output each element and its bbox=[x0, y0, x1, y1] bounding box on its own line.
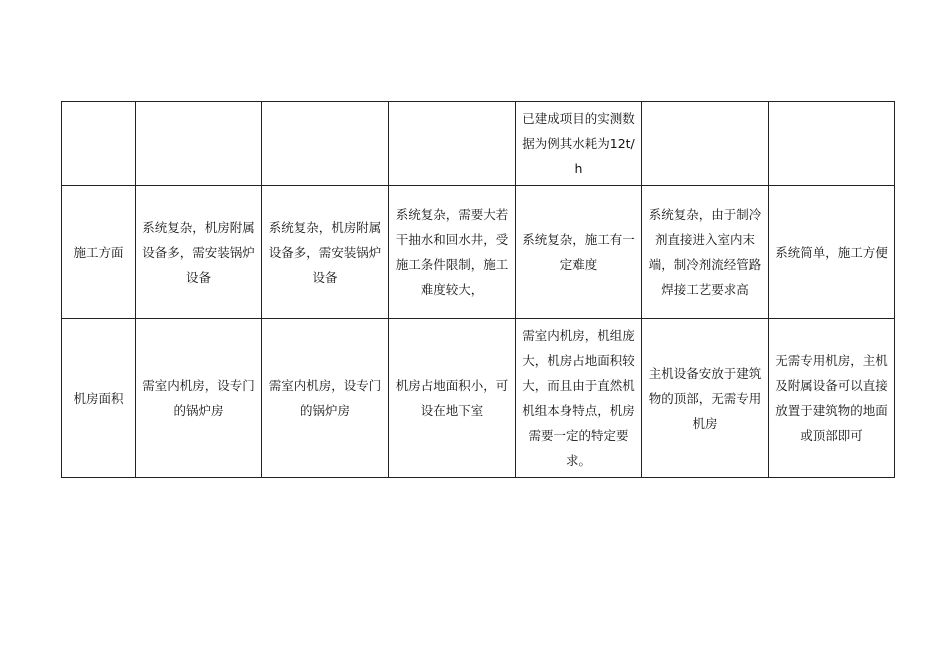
table-row bbox=[62, 319, 895, 478]
row-label: 施工方面 bbox=[62, 186, 136, 319]
table-cell: 已建成项目的实测数据为例其水耗为12t/h bbox=[516, 102, 642, 186]
table-row bbox=[62, 102, 895, 186]
table-cell: 需室内机房，设专门的锅炉房 bbox=[136, 319, 262, 478]
table-cell: 系统复杂，机房附属设备多，需安装锅炉设备 bbox=[262, 186, 389, 319]
table-cell bbox=[389, 102, 516, 186]
table-row bbox=[62, 186, 895, 319]
row-label: 机房面积 bbox=[62, 319, 136, 478]
table-cell: 需室内机房，机组庞大，机房占地面积较大，而且由于直然机机组本身特点，机房需要一定的特定要求。 bbox=[516, 319, 642, 478]
table-cell bbox=[769, 102, 895, 186]
table-cell bbox=[136, 102, 262, 186]
table-cell bbox=[642, 102, 769, 186]
table-cell: 系统简单，施工方便 bbox=[769, 186, 895, 319]
table-cell: 无需专用机房，主机及附属设备可以直接放置于建筑物的地面或顶部即可 bbox=[769, 319, 895, 478]
table-cell: 主机设备安放于建筑物的顶部，无需专用机房 bbox=[642, 319, 769, 478]
table-cell: 机房占地面积小，可设在地下室 bbox=[389, 319, 516, 478]
table-cell: 系统复杂，需要大若干抽水和回水井，受施工条件限制，施工难度较大， bbox=[389, 186, 516, 319]
comparison-table bbox=[61, 101, 895, 478]
table-cell bbox=[262, 102, 389, 186]
row-label bbox=[62, 102, 136, 186]
table-cell: 系统复杂，施工有一定难度 bbox=[516, 186, 642, 319]
table-cell: 系统复杂，由于制冷剂直接进入室内末端，制冷剂流经管路焊接工艺要求高 bbox=[642, 186, 769, 319]
table-cell: 需室内机房，设专门的锅炉房 bbox=[262, 319, 389, 478]
table-cell: 系统复杂，机房附属设备多，需安装锅炉设备 bbox=[136, 186, 262, 319]
